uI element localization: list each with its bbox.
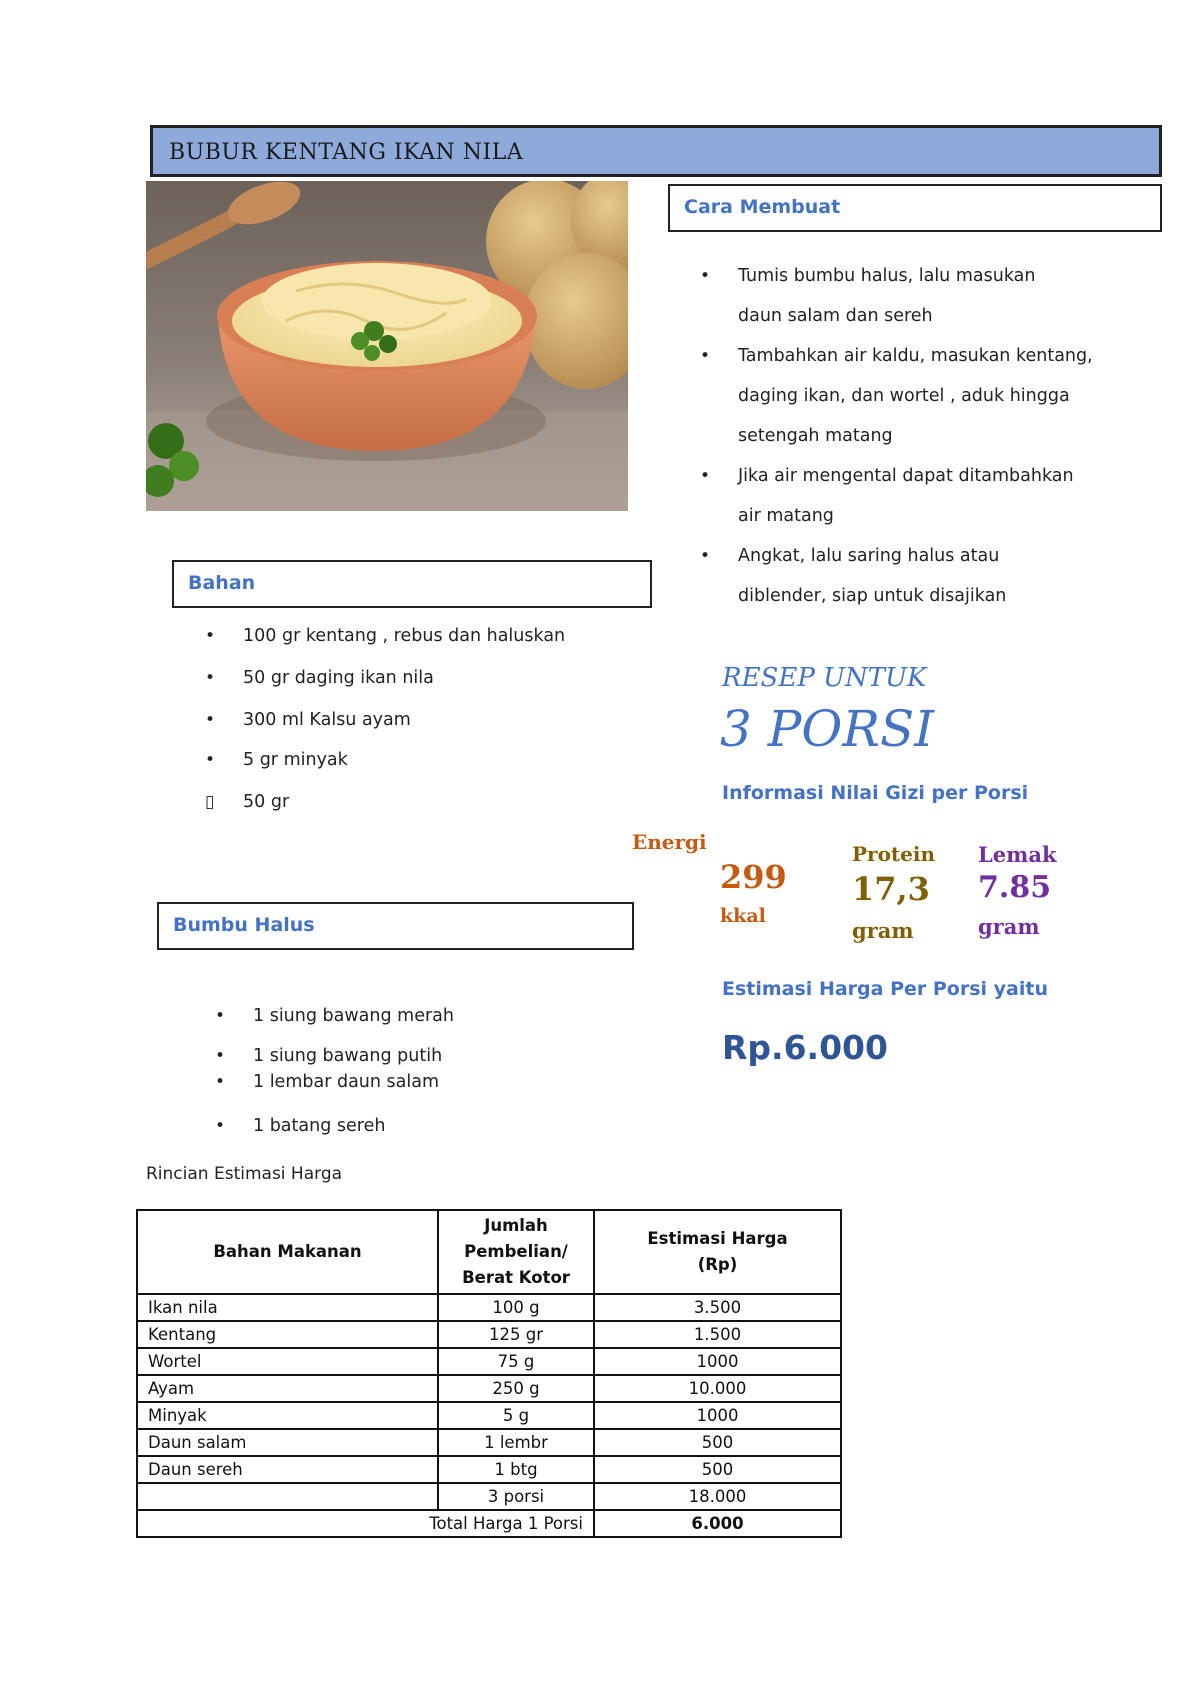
table-row: Ikan nila 100 g 3.500 [137, 1294, 841, 1321]
table-row: Daun salam 1 lembr 500 [137, 1429, 841, 1456]
table-row: Kentang 125 gr 1.500 [137, 1321, 841, 1348]
energi-unit: kkal [720, 905, 766, 927]
list-item: • 1 lembar daun salam [215, 1072, 440, 1092]
table-row: 3 porsi 18.000 [137, 1483, 841, 1510]
list-item: • Tumis bumbu halus, lalu masukan daun salam dan sereh [700, 266, 1036, 326]
table-total-row [137, 1510, 841, 1537]
bahan-list [205, 626, 625, 832]
energi-label: Energi [632, 830, 707, 854]
energi-value: 299 [720, 858, 787, 896]
recipe-title-bar [150, 125, 1162, 177]
list-item: • 1 siung bawang putih [215, 1046, 443, 1066]
bumbu-halus-heading-box [157, 902, 634, 950]
table-header-row [137, 1210, 841, 1294]
bumbu-halus-list [215, 1006, 635, 1146]
table-row: Ayam 250 g 10.000 [137, 1375, 841, 1402]
list-item: ▯ 50 gr [205, 792, 290, 812]
header-jumlah: Jumlah Pembelian/ Berat Kotor [438, 1210, 594, 1294]
list-item: • Tambahkan air kaldu, masukan kentang, daging ikan, dan wortel , aduk hingga setengah matang [700, 346, 1093, 446]
resep-porsi: 3 PORSI [720, 700, 934, 758]
rincian-table [136, 1209, 842, 1538]
table-row: Wortel 75 g 1000 [137, 1348, 841, 1375]
bahan-heading: Bahan [188, 572, 256, 594]
bumbu-halus-heading: Bumbu Halus [173, 914, 315, 936]
mashed-potato-bowl-icon [146, 181, 628, 511]
resep-label: RESEP UNTUK [722, 663, 927, 693]
harga-heading: Estimasi Harga Per Porsi yaitu [722, 978, 1048, 1000]
cara-membuat-heading: Cara Membuat [684, 196, 841, 218]
list-item: • 300 ml Kalsu ayam [205, 710, 411, 730]
recipe-photo [146, 181, 628, 511]
protein-unit: gram [852, 918, 914, 943]
cara-membuat-steps [700, 256, 1170, 616]
list-item: • 100 gr kentang , rebus dan haluskan [205, 626, 566, 646]
lemak-value: 7.85 [978, 870, 1052, 905]
table-row: Minyak 5 g 1000 [137, 1402, 841, 1429]
total-value: 6.000 [594, 1510, 841, 1537]
lemak-unit: gram [978, 914, 1040, 939]
protein-label: Protein [852, 842, 936, 866]
header-bahan: Bahan Makanan [137, 1210, 438, 1294]
list-item: • 50 gr daging ikan nila [205, 668, 434, 688]
bahan-heading-box [172, 560, 652, 608]
rincian-caption: Rincian Estimasi Harga [146, 1164, 343, 1184]
harga-value: Rp.6.000 [722, 1028, 888, 1067]
lemak-label: Lemak [978, 842, 1057, 867]
protein-value: 17,3 [852, 870, 930, 908]
table-row: Daun sereh 1 btg 500 [137, 1456, 841, 1483]
list-item: • 1 batang sereh [215, 1116, 386, 1136]
list-item: • Jika air mengental dapat ditambahkan air matang [700, 466, 1074, 526]
list-item: • Angkat, lalu saring halus atau diblender, siap untuk disajikan [700, 546, 1007, 606]
list-item: • 5 gr minyak [205, 750, 348, 770]
list-item: • 1 siung bawang merah [215, 1006, 454, 1026]
total-label: Total Harga 1 Porsi [137, 1510, 594, 1537]
header-harga: Estimasi Harga (Rp) [594, 1210, 841, 1294]
recipe-title: BUBUR KENTANG IKAN NILA [169, 140, 524, 165]
gizi-heading: Informasi Nilai Gizi per Porsi [722, 782, 1029, 804]
cara-membuat-heading-box [668, 184, 1162, 232]
